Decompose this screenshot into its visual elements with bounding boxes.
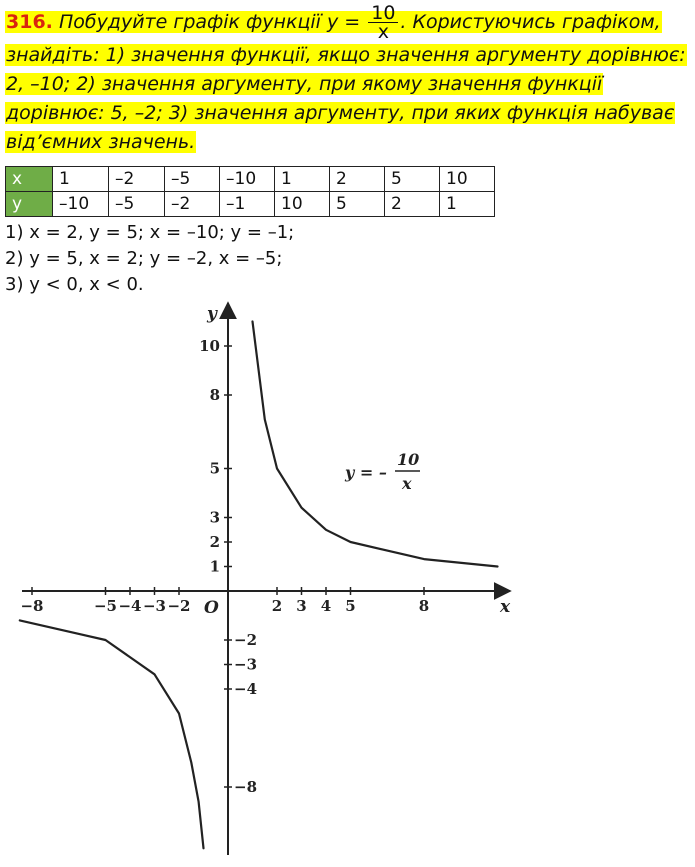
x-tick-label: 5: [345, 597, 356, 615]
table-cell: 1: [53, 167, 109, 192]
origin-label: O: [204, 598, 219, 618]
answers-block: [5, 220, 294, 298]
y-tick-label: −2: [234, 631, 258, 649]
y-tick-label: 5: [209, 459, 220, 478]
table-cell: –5: [165, 167, 220, 192]
table-cell: 10: [275, 192, 330, 217]
fraction-denominator: x: [377, 21, 389, 43]
answer-1: 1) x = 2, y = 5; x = –10; y = –1;: [5, 222, 295, 243]
table-row-y: [6, 192, 495, 217]
curve-formula: [344, 450, 420, 493]
y-tick-label: 3: [209, 508, 220, 527]
curves: [20, 322, 498, 849]
x-tick-label: −5: [93, 597, 118, 615]
x-tick-label: 8: [418, 597, 430, 615]
x-axis-label: x: [500, 597, 511, 617]
x-tick-label: −8: [20, 597, 44, 615]
function-graph: [0, 295, 695, 860]
table-cell: 2: [330, 167, 385, 192]
y-tick-label: 2: [209, 533, 220, 551]
y-tick-label: 1: [209, 557, 220, 576]
problem-text-after: . Користуючись графіком, знайдіть: 1) значення функції, якщо значення аргументу дорівнює: 2, –10; 2) значення аргументу, при якому значення функції дорівнює: 5, –2; 3) значення аргументу, при яких функція набуває від’ємних значень.: [6, 11, 686, 153]
curve-branch-negative: [20, 620, 204, 848]
curve-branch-positive: [253, 322, 498, 567]
x-tick-label: −3: [142, 597, 167, 615]
formula-numerator: 10: [397, 450, 420, 469]
table-row-x: [6, 167, 495, 192]
table-cell: 1: [440, 192, 495, 217]
problem-highlight: [5, 2, 687, 153]
table-cell: 10: [440, 167, 495, 192]
x-tick-label: 3: [296, 597, 307, 615]
y-tick-label: 8: [209, 386, 220, 404]
table-cell: –2: [109, 167, 165, 192]
answer-2: 2) y = 5, x = 2; y = –2, x = –5;: [5, 248, 283, 269]
y-tick-label: 10: [199, 337, 220, 355]
formula-lhs: y = –: [345, 463, 387, 482]
x-tick-label: 2: [271, 597, 283, 615]
table-cell: –2: [165, 192, 220, 217]
x-tick-label: 4: [320, 597, 332, 615]
table-cell: –5: [109, 192, 165, 217]
y-tick-label: −3: [234, 655, 258, 674]
y-axis-label: y: [207, 304, 217, 324]
x-tick-label: −4: [118, 597, 142, 615]
table-cell: –10: [220, 167, 275, 192]
problem-number: 316.: [6, 11, 53, 33]
table-cell: 1: [275, 167, 330, 192]
answer-3: 3) y < 0, x < 0.: [5, 274, 144, 295]
table-header-y: y: [6, 192, 53, 217]
values-table: [5, 166, 495, 217]
function-fraction: [368, 4, 398, 41]
table-header-x: x: [6, 167, 53, 192]
table-cell: 5: [385, 167, 440, 192]
y-tick-label: −4: [234, 680, 258, 698]
problem-statement: [5, 4, 689, 157]
table-cell: 2: [385, 192, 440, 217]
table-cell: –10: [53, 192, 109, 217]
table-cell: 5: [330, 192, 385, 217]
y-tick-label: −8: [234, 778, 258, 796]
formula-denominator: x: [402, 474, 412, 493]
table-cell: –1: [220, 192, 275, 217]
problem-text-before: Побудуйте графік функції y =: [58, 11, 367, 33]
fraction-numerator: 10: [368, 4, 398, 23]
x-tick-label: −2: [167, 597, 191, 615]
